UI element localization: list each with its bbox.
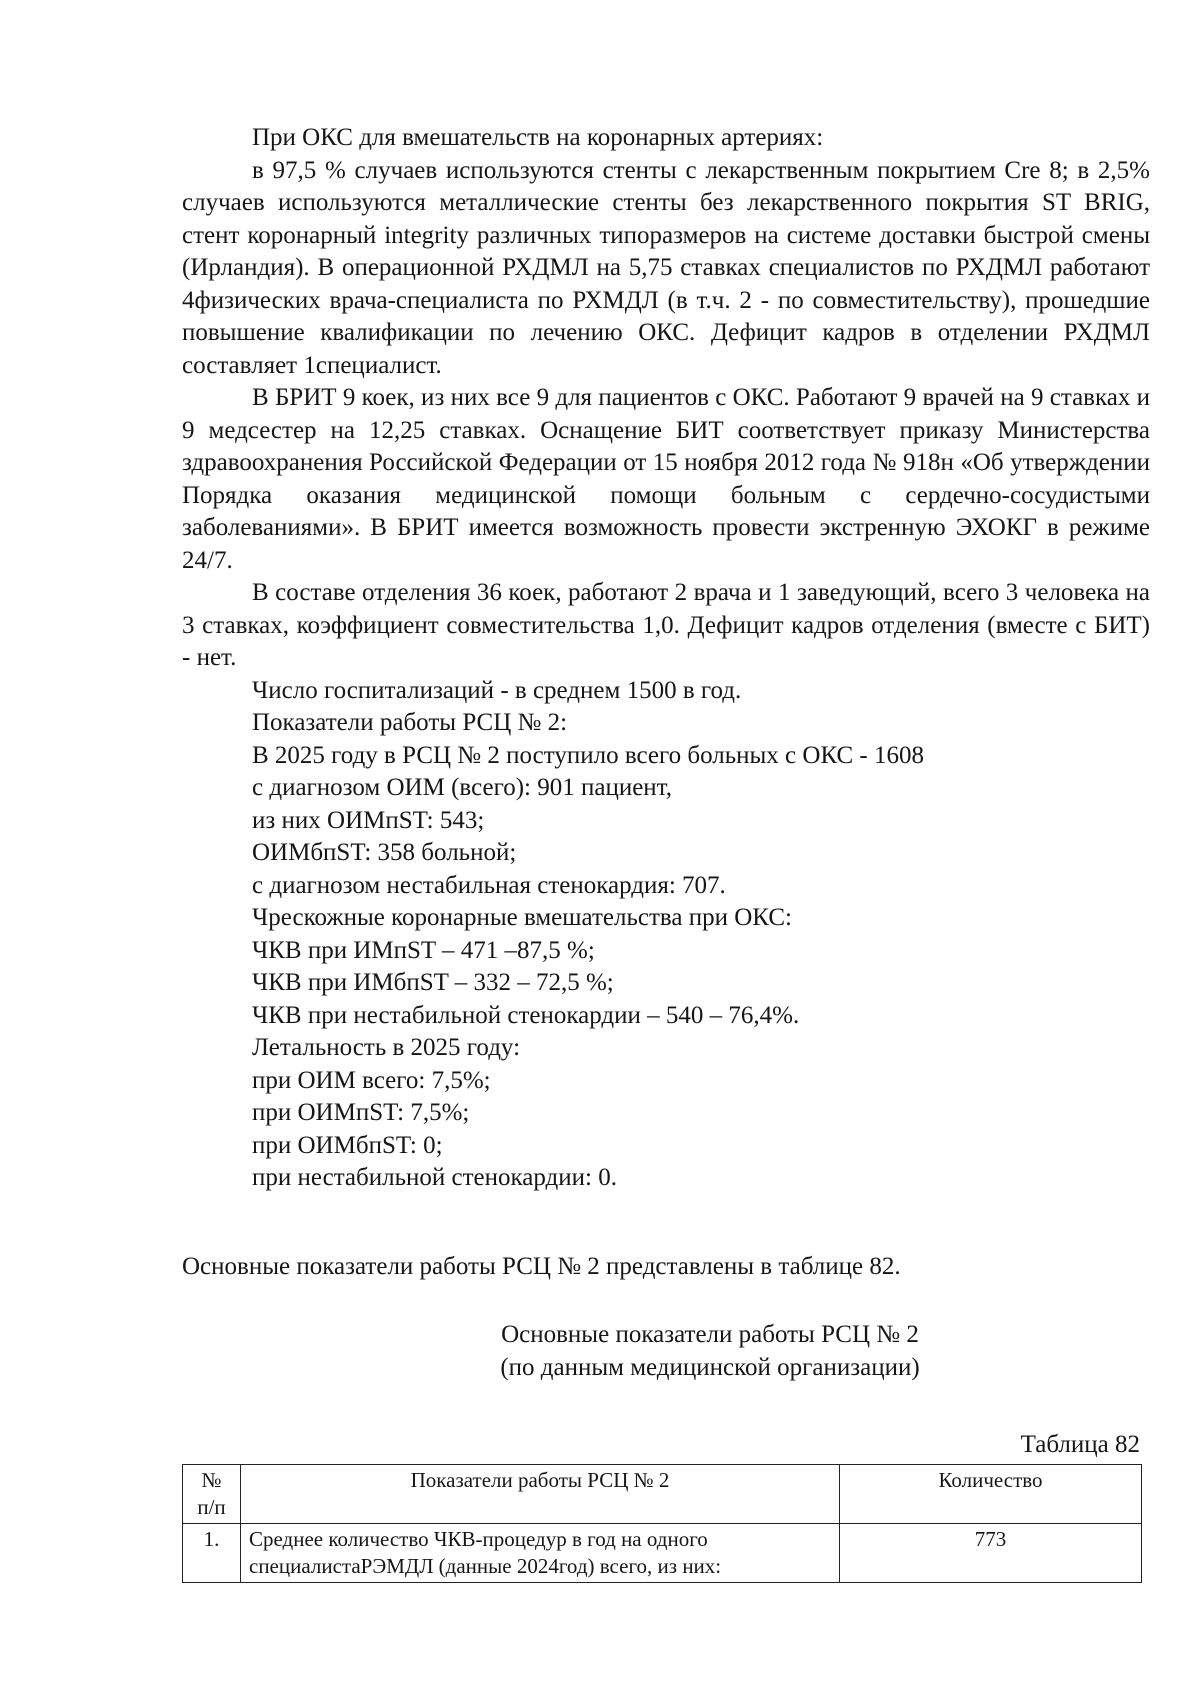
line-mortality-st: при ОИМпST: 7,5%; <box>252 1099 470 1126</box>
paragraph-department: В составе отделения 36 коек, работают 2 врача и 1 заведующий, всего 3 человека на 3 ставках, коэффициент совместительства 1,0. Дефицит кадров отделения (вместе с БИТ) - нет. <box>182 579 1150 671</box>
row-name-cell <box>241 1524 840 1583</box>
line-mortality-nst: при ОИМбпST: 0; <box>252 1131 443 1159</box>
line-hospitalizations: Число госпитализаций - в среднем 1500 в год. <box>252 676 742 704</box>
header-num-cell <box>183 1465 241 1524</box>
line-pci-heading: Чрескожные коронарные вмешательства при ОКС: <box>252 904 792 931</box>
caption-line-2: (по данным медицинской организации) <box>500 1353 920 1381</box>
header-qty-cell: Количество <box>840 1465 1142 1524</box>
header-num-line-2: п/п <box>197 1495 226 1519</box>
header-num-line-1: № <box>201 1468 222 1492</box>
line-admissions: В 2025 году в РСЦ № 2 поступило всего больных с ОКС - 1608 <box>252 741 925 769</box>
header-name-cell: Показатели работы РСЦ № 2 <box>241 1465 840 1524</box>
paragraph-stents: в 97,5 % случаев используются стенты с лекарственным покрытием Cre 8; в 2,5% случаев используются металлические стенты без лекарственного покрытия ST BRIG, стент коронарный integrity различных типоразмеров на системе доставки быстрой смены (Ирландия). В операционной РХДМЛ на 5,75 ставках специалистов по РХДМЛ работают 4физических врача-специалиста по РХМДЛ (в т.ч. 2 - по совместительству), прошедшие повышение квалификации по лечению ОКС. Дефицит кадров в отделении РХДМЛ составляет 1специалист. <box>182 156 1150 379</box>
line-unstable-angina: с диагнозом нестабильная стенокардия: 707. <box>252 871 726 899</box>
table-header-row <box>183 1465 1142 1524</box>
table-row <box>183 1524 1142 1583</box>
paragraph-brit: В БРИТ 9 коек, из них все 9 для пациентов с ОКС. Работают 9 врачей на 9 ставках и 9 медсестер на 12,25 ставках. Оснащение БИТ соответствует приказу Министерства здравоохранения Российской Федерации от 15 ноября 2012 года № 918н «Об утверждении Порядка оказания медицинской помощи больным с сердечно-сосудистыми заболеваниями». В БРИТ имеется возможность провести экстренную ЭХОКГ в режиме 24/7. <box>182 384 1150 574</box>
row-qty-cell: 773 <box>840 1524 1142 1583</box>
line-indicators-heading: Показатели работы РСЦ № 2: <box>252 709 568 736</box>
row-name-line-1: Среднее количество ЧКВ-процедур в год на одного <box>249 1527 708 1551</box>
line-mortality-oim: при ОИМ всего: 7,5%; <box>252 1066 491 1094</box>
caption-line-1: Основные показатели работы РСЦ № 2 <box>501 1321 919 1348</box>
line-mortality-heading: Летальность в 2025 году: <box>252 1034 521 1061</box>
line-oim-nst: ОИМбпST: 358 больной; <box>252 839 517 866</box>
row-num-cell: 1. <box>183 1524 241 1583</box>
line-mortality-angina: при нестабильной стенокардии: 0. <box>252 1164 617 1191</box>
line-oim-st: из них ОИМпST: 543; <box>252 806 485 834</box>
body-text <box>182 122 1150 1195</box>
paragraph-intro: При ОКС для вмешательств на коронарных артериях: <box>252 124 824 151</box>
row-name-line-2: специалистаРЭМДЛ (данные 2024год) всего, из них: <box>249 1554 722 1578</box>
table-label: Таблица 82 <box>1020 1431 1140 1458</box>
line-pci-angina: ЧКВ при нестабильной стенокардии – 540 – 76,4%. <box>252 1001 800 1029</box>
line-pci-st: ЧКВ при ИМпST – 471 –87,5 %; <box>252 936 595 964</box>
summary-sentence: Основные показатели работы РСЦ № 2 представлены в таблице 82. <box>182 1253 901 1280</box>
line-oim-total: с диагнозом ОИМ (всего): 901 пациент, <box>252 774 672 801</box>
line-pci-nst: ЧКВ при ИМбпST – 332 – 72,5 %; <box>252 969 614 996</box>
table-caption <box>470 1319 950 1384</box>
indicators-table <box>182 1464 1142 1583</box>
